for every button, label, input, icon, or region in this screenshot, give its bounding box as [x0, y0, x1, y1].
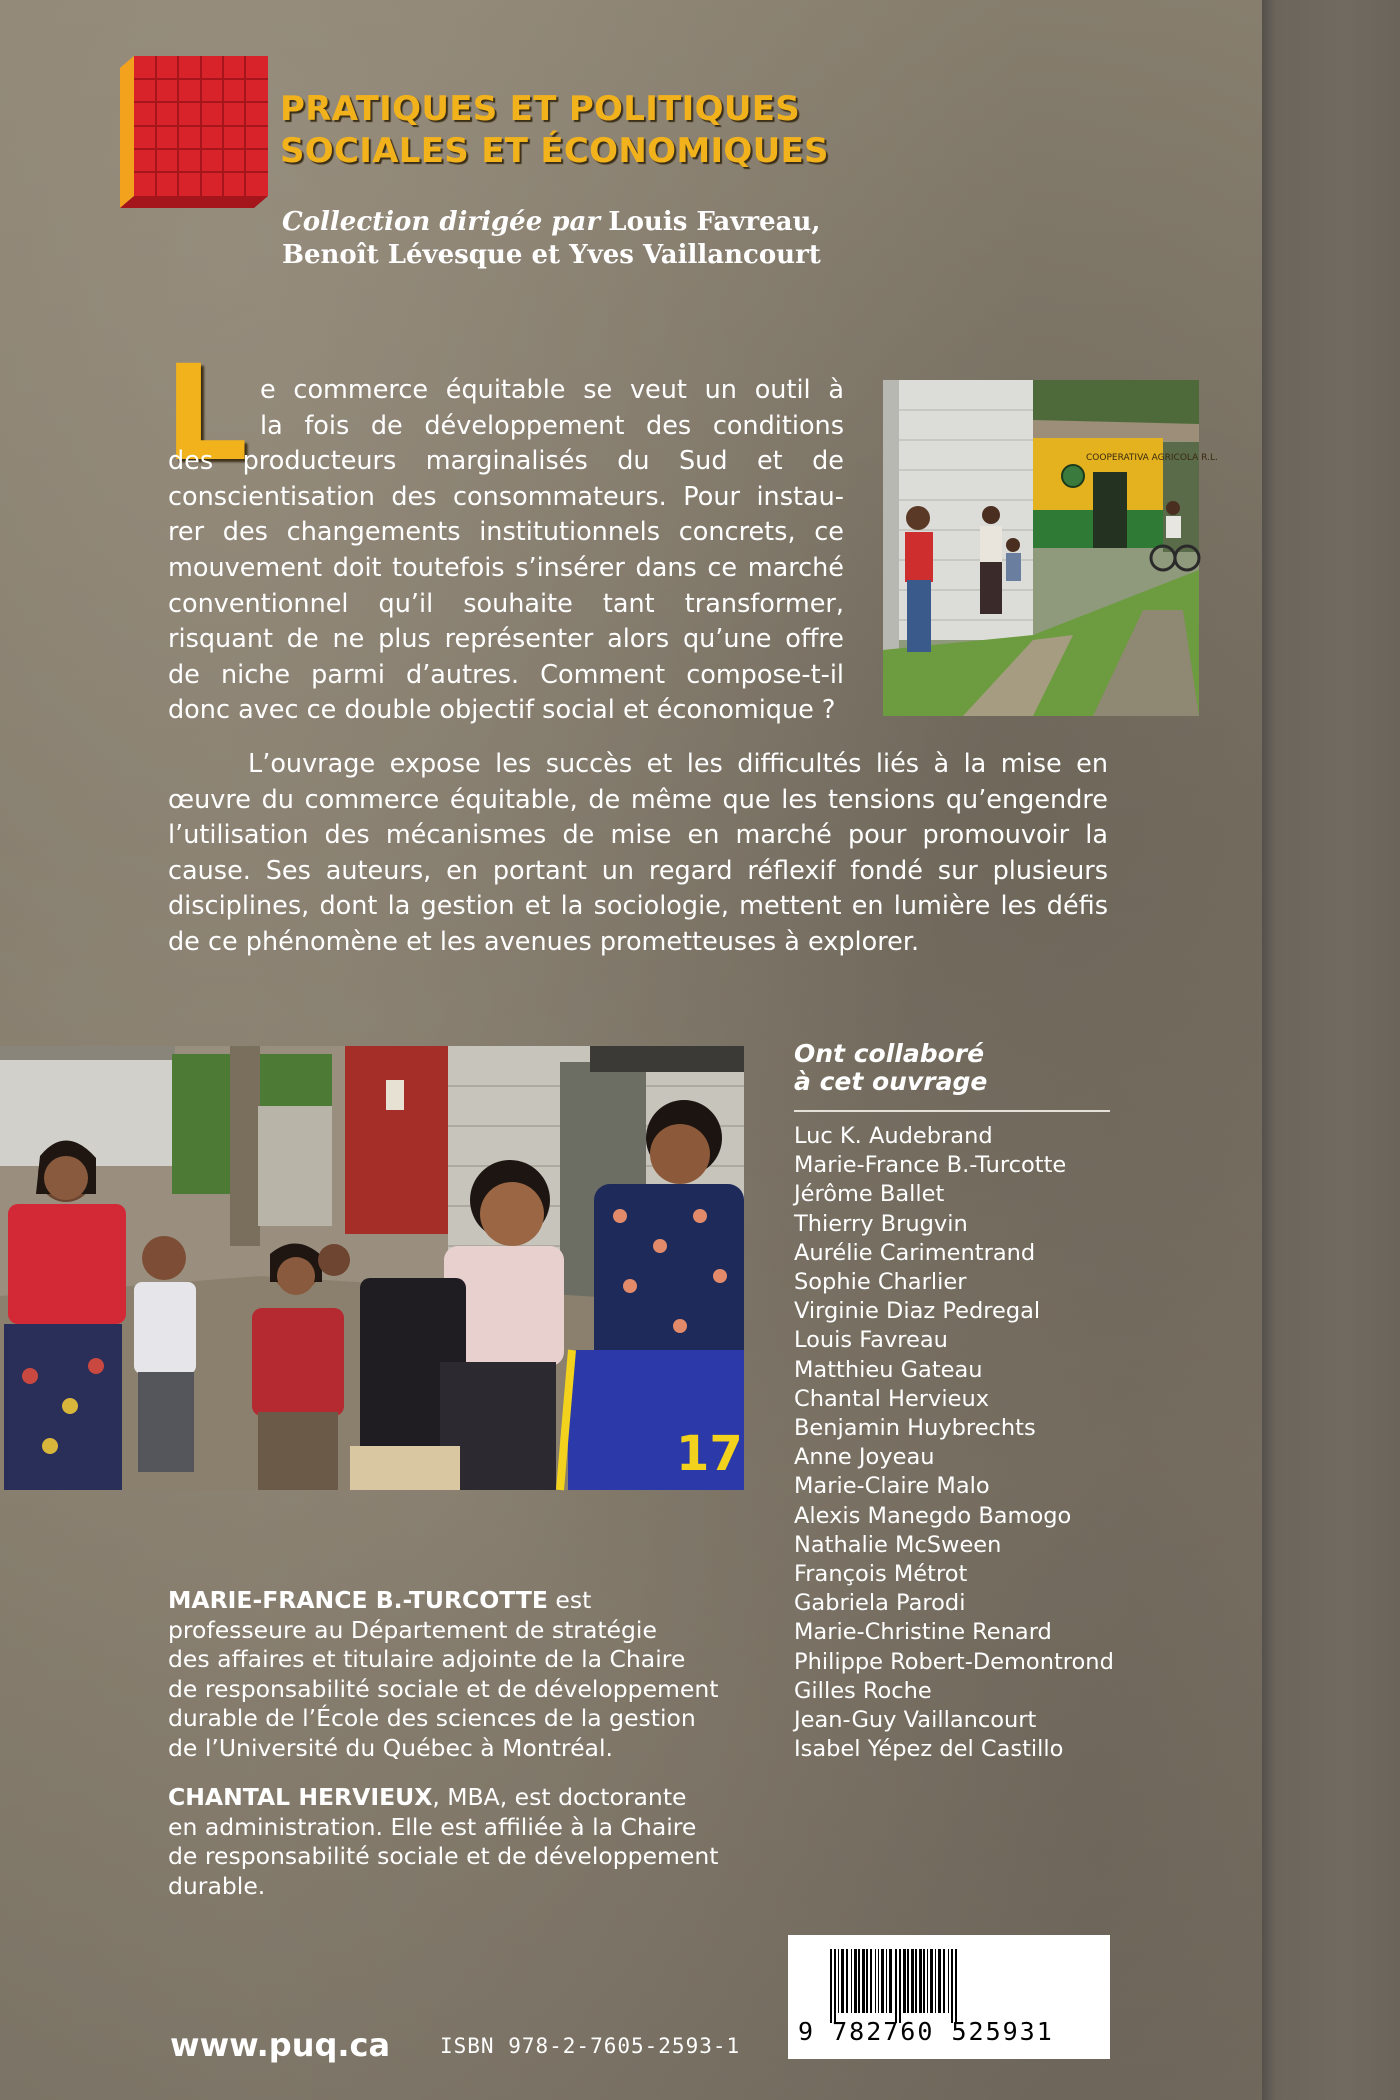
collection-directors: [282, 206, 821, 272]
barcode-digits: 9 782760 525931: [798, 2017, 1054, 2046]
contributor-name: Matthieu Gateau: [794, 1356, 983, 1383]
jersey-number: 17: [676, 1426, 743, 1482]
author-bio-2: [168, 1783, 718, 1901]
author-bio-line: en administration. Elle est affiliée à la Chaire: [168, 1812, 697, 1841]
contributor-name: Sophie Charlier: [794, 1269, 967, 1296]
ean13-barcode-icon: [828, 1949, 1076, 2023]
contributors-heading: [794, 1040, 987, 1096]
contributors-list: [794, 1122, 1114, 1764]
author-bio-line: durable.: [168, 1871, 266, 1900]
blurb-line: de niche parmi d’autres. Comment compose-t-il: [168, 659, 844, 690]
series-title-line: SOCIALES ET ÉCONOMIQUES: [280, 131, 829, 171]
blurb-line: de ce phénomène et les avenues prometteuses à explorer.: [168, 926, 920, 957]
author-bio-line: de responsabilité sociale et de développement: [168, 1674, 719, 1703]
blurb-line: cause. Ses auteurs, en portant un regard réflexif fondé sur plusieurs: [168, 855, 1108, 886]
author-bio-line: des affaires et titulaire adjointe de la Chaire: [168, 1645, 686, 1673]
blurb-line: L’ouvrage expose les succès et les difficultés liés à la mise en: [248, 749, 1108, 779]
publisher-website: www.puq.ca: [170, 2026, 391, 2064]
blurb-line: e commerce équitable se veut un outil à: [260, 375, 844, 405]
series-title-line: PRATIQUES ET POLITIQUES: [280, 89, 801, 129]
children-photo: [0, 1046, 744, 1490]
blurb-line: risquant de ne plus représenter alors qu’une offre: [168, 624, 844, 655]
contributor-name: Marie-Claire Malo: [794, 1473, 990, 1500]
cover-edge: [1262, 0, 1400, 2100]
blurb-paragraph-1: [168, 373, 844, 729]
red-cube-icon: [120, 56, 268, 208]
contributor-name: Virginie Diaz Pedregal: [794, 1298, 1041, 1325]
contributors-heading-line: Ont collaboré: [794, 1039, 985, 1068]
contributor-name: Gilles Roche: [794, 1677, 932, 1704]
author-bio-line: durable de l’École des sciences de la gestion: [168, 1704, 696, 1732]
contributor-name: Philippe Robert-Demontrond: [794, 1648, 1114, 1675]
blurb-line: donc avec ce double objectif social et économique ?: [168, 695, 836, 726]
blurb-line: l’utilisation des mécanismes de mise en marché pour promouvoir la: [168, 820, 1108, 851]
school-sign: COOPERATIVA AGRICOLA R.L.: [1086, 453, 1218, 463]
blurb-line: la fois de développement des conditions: [260, 410, 844, 441]
blurb-line: des producteurs marginalisés du Sud et de: [168, 446, 844, 477]
author-bio-line: professeure au Département de stratégie: [168, 1615, 657, 1644]
blurb-line: mouvement doit toutefois s’insérer dans ce marché: [168, 552, 844, 583]
isbn-number: ISBN 978-2-7605-2593-1: [440, 2034, 741, 2058]
contributor-name: Benjamin Huybrechts: [794, 1415, 1036, 1442]
contributor-name: Alexis Manegdo Bamogo: [794, 1502, 1072, 1529]
contributors-divider: [794, 1110, 1110, 1112]
blurb-line: conventionnel qu’il souhaite tant transformer,: [168, 588, 844, 619]
contributor-name: Jean-Guy Vaillancourt: [794, 1707, 1037, 1734]
contributor-name: Luc K. Audebrand: [794, 1123, 993, 1149]
contributor-name: Gabriela Parodi: [794, 1590, 966, 1617]
contributor-name: François Métrot: [794, 1561, 968, 1588]
collection-name: Benoît Lévesque et Yves Vaillancourt: [282, 240, 821, 270]
blurb-line: disciplines, dont la gestion et la sociologie, mettent en lumière les défis: [168, 891, 1108, 922]
contributor-name: Jérôme Ballet: [794, 1181, 945, 1208]
contributor-name: Thierry Brugvin: [794, 1210, 968, 1237]
blurb-line: conscientisation des consommateurs. Pour instau-: [168, 481, 844, 512]
blurb-paragraph-2: [168, 747, 1108, 961]
author-name: MARIE-FRANCE B.-TURCOTTE: [168, 1586, 548, 1614]
author-bio-1: [168, 1586, 718, 1763]
blurb-line: œuvre du commerce équitable, de même que les tensions qu’engendre: [168, 784, 1108, 815]
collection-lead: Collection dirigée par: [282, 207, 601, 237]
contributor-name: Nathalie McSween: [794, 1531, 1002, 1558]
author-bio-text: , MBA, est doctorante: [432, 1783, 687, 1811]
author-bio-line: de l’Université du Québec à Montréal.: [168, 1733, 613, 1762]
barcode: [788, 1935, 1110, 2059]
school-photo: [883, 380, 1218, 716]
contributors-heading-line: à cet ouvrage: [794, 1067, 988, 1096]
drop-cap: L: [164, 337, 249, 491]
author-bio-text: est: [547, 1586, 592, 1614]
contributor-name: Marie-Christine Renard: [794, 1619, 1052, 1646]
contributor-name: Louis Favreau: [794, 1327, 948, 1354]
contributor-name: Aurélie Carimentrand: [794, 1239, 1036, 1266]
contributor-name: Anne Joyeau: [794, 1444, 935, 1471]
collection-name: Louis Favreau,: [608, 207, 821, 237]
author-bio-line: de responsabilité sociale et de développement: [168, 1842, 719, 1870]
contributor-name: Isabel Yépez del Castillo: [794, 1736, 1064, 1763]
blurb-line: rer des changements institutionnels concrets, ce: [168, 517, 844, 548]
contributor-name: Marie-France B.-Turcotte: [794, 1152, 1067, 1179]
series-title: [280, 88, 829, 172]
contributor-name: Chantal Hervieux: [794, 1385, 990, 1412]
author-name: CHANTAL HERVIEUX: [168, 1783, 433, 1811]
